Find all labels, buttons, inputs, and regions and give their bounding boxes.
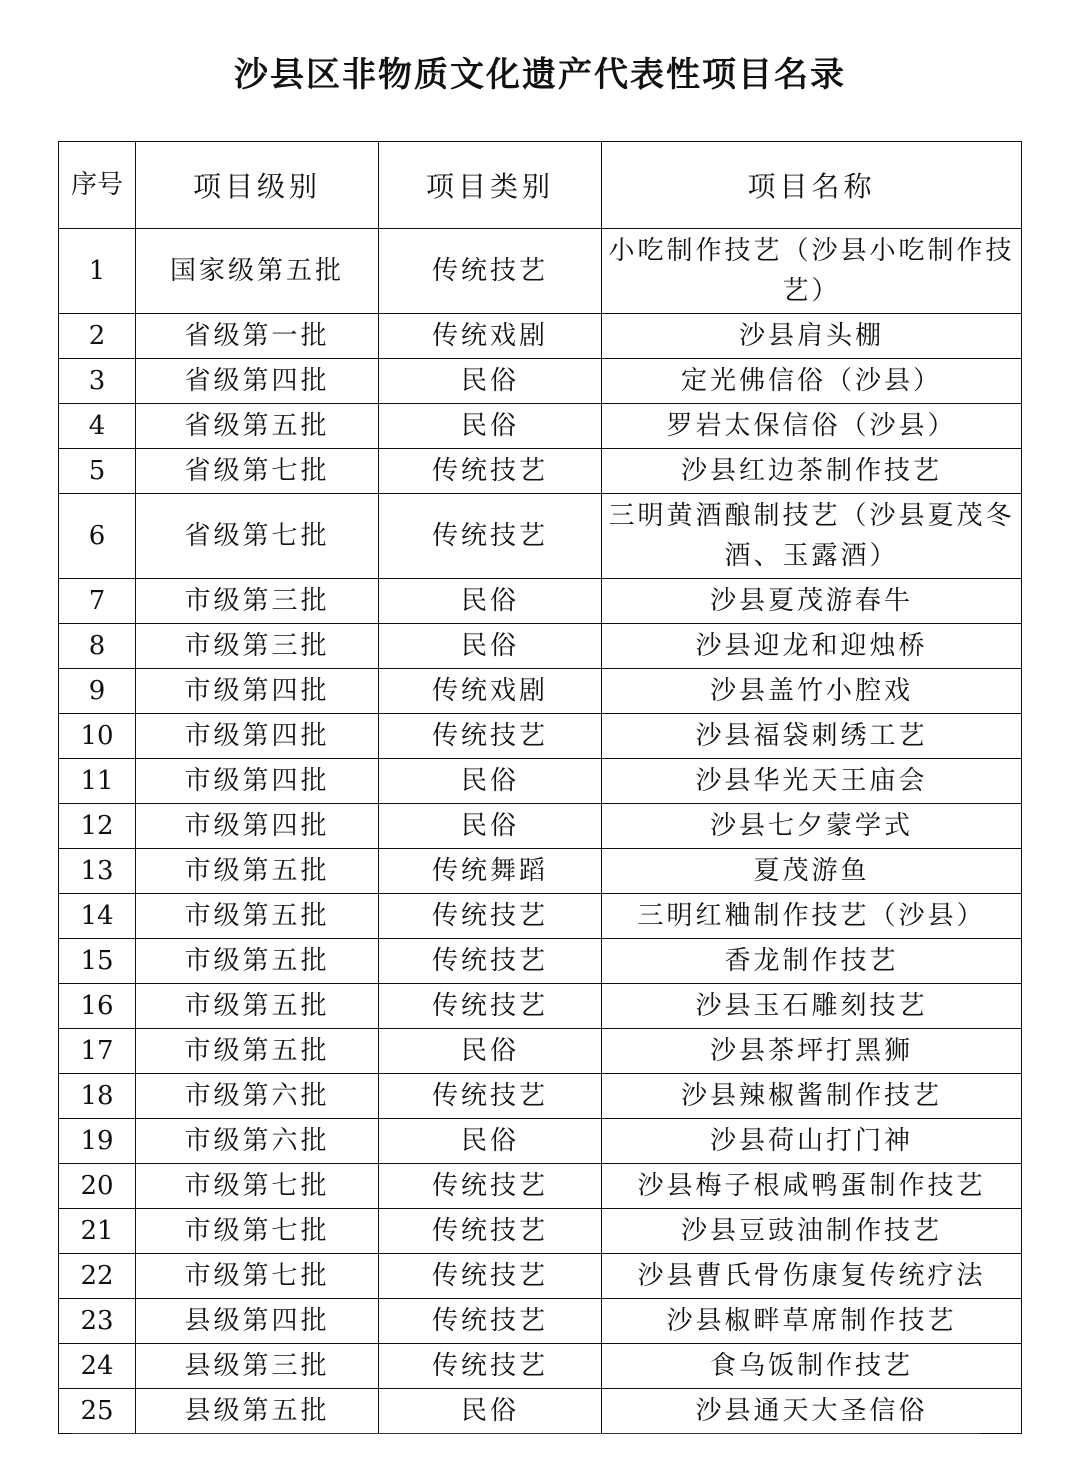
- cell-seq: 16: [59, 984, 136, 1029]
- cell-level: 市级第四批: [136, 759, 379, 804]
- cell-seq: 10: [59, 714, 136, 759]
- cell-level: 市级第五批: [136, 894, 379, 939]
- cell-level: 市级第三批: [136, 624, 379, 669]
- table-row: [59, 314, 1022, 359]
- table-row: [59, 669, 1022, 714]
- table-row: [59, 1119, 1022, 1164]
- heritage-registry-table: [58, 141, 1022, 1434]
- cell-level: 省级第一批: [136, 314, 379, 359]
- cell-category: 传统技艺: [379, 494, 602, 579]
- table-row: [59, 1164, 1022, 1209]
- cell-name: 沙县豆豉油制作技艺: [602, 1209, 1022, 1254]
- cell-seq: 5: [59, 449, 136, 494]
- cell-name: 沙县曹氏骨伤康复传统疗法: [602, 1254, 1022, 1299]
- cell-category: 传统技艺: [379, 1344, 602, 1389]
- cell-name: 香龙制作技艺: [602, 939, 1022, 984]
- cell-name: 沙县华光天王庙会: [602, 759, 1022, 804]
- cell-category: 传统戏剧: [379, 314, 602, 359]
- table-row: [59, 849, 1022, 894]
- cell-seq: 3: [59, 359, 136, 404]
- cell-seq: 24: [59, 1344, 136, 1389]
- cell-name: 沙县茶坪打黑狮: [602, 1029, 1022, 1074]
- cell-category: 传统技艺: [379, 1254, 602, 1299]
- cell-level: 市级第六批: [136, 1119, 379, 1164]
- cell-seq: 14: [59, 894, 136, 939]
- header-level: 项目级别: [136, 142, 379, 229]
- table-row: [59, 1344, 1022, 1389]
- cell-name: 三明黄酒酿制技艺（沙县夏茂冬酒、玉露酒）: [602, 494, 1022, 579]
- table-row: [59, 1029, 1022, 1074]
- table-header-row: [59, 142, 1022, 229]
- document-title: 沙县区非物质文化遗产代表性项目名录: [234, 55, 846, 95]
- cell-seq: 13: [59, 849, 136, 894]
- cell-category: 传统技艺: [379, 449, 602, 494]
- cell-level: 省级第四批: [136, 359, 379, 404]
- cell-name: 沙县红边茶制作技艺: [602, 449, 1022, 494]
- cell-seq: 20: [59, 1164, 136, 1209]
- cell-category: 传统技艺: [379, 939, 602, 984]
- cell-level: 县级第四批: [136, 1299, 379, 1344]
- header-seq: 序号: [59, 142, 136, 229]
- cell-name: 沙县梅子根咸鸭蛋制作技艺: [602, 1164, 1022, 1209]
- cell-level: 市级第三批: [136, 579, 379, 624]
- cell-category: 传统技艺: [379, 229, 602, 314]
- table-row: [59, 984, 1022, 1029]
- cell-seq: 25: [59, 1389, 136, 1434]
- table-body: [59, 229, 1022, 1434]
- cell-category: 民俗: [379, 804, 602, 849]
- cell-category: 传统技艺: [379, 1074, 602, 1119]
- bottom-rule: [72, 1433, 980, 1434]
- cell-seq: 9: [59, 669, 136, 714]
- cell-category: 民俗: [379, 404, 602, 449]
- cell-seq: 1: [59, 229, 136, 314]
- cell-seq: 21: [59, 1209, 136, 1254]
- cell-name: 沙县迎龙和迎烛桥: [602, 624, 1022, 669]
- table-row: [59, 359, 1022, 404]
- cell-name: 沙县椒畔草席制作技艺: [602, 1299, 1022, 1344]
- table-row: [59, 579, 1022, 624]
- cell-name: 食乌饭制作技艺: [602, 1344, 1022, 1389]
- cell-level: 市级第四批: [136, 714, 379, 759]
- header-category: 项目类别: [379, 142, 602, 229]
- table-row: [59, 1209, 1022, 1254]
- cell-seq: 2: [59, 314, 136, 359]
- table-row: [59, 894, 1022, 939]
- table-row: [59, 1074, 1022, 1119]
- cell-seq: 6: [59, 494, 136, 579]
- cell-seq: 19: [59, 1119, 136, 1164]
- table-row: [59, 449, 1022, 494]
- cell-name: 沙县辣椒酱制作技艺: [602, 1074, 1022, 1119]
- cell-category: 传统技艺: [379, 894, 602, 939]
- cell-level: 省级第七批: [136, 449, 379, 494]
- table-row: [59, 624, 1022, 669]
- table-row: [59, 714, 1022, 759]
- cell-category: 传统技艺: [379, 1299, 602, 1344]
- cell-seq: 17: [59, 1029, 136, 1074]
- table-row: [59, 939, 1022, 984]
- cell-seq: 18: [59, 1074, 136, 1119]
- cell-seq: 23: [59, 1299, 136, 1344]
- cell-level: 市级第四批: [136, 669, 379, 714]
- cell-seq: 12: [59, 804, 136, 849]
- cell-category: 传统舞蹈: [379, 849, 602, 894]
- cell-level: 市级第四批: [136, 804, 379, 849]
- cell-name: 罗岩太保信俗（沙县）: [602, 404, 1022, 449]
- table-row: [59, 494, 1022, 579]
- table-row: [59, 1389, 1022, 1434]
- cell-seq: 11: [59, 759, 136, 804]
- cell-category: 传统技艺: [379, 714, 602, 759]
- cell-name: 沙县肩头棚: [602, 314, 1022, 359]
- cell-category: 民俗: [379, 759, 602, 804]
- cell-category: 民俗: [379, 359, 602, 404]
- cell-category: 民俗: [379, 1389, 602, 1434]
- cell-category: 传统技艺: [379, 1164, 602, 1209]
- cell-name: 定光佛信俗（沙县）: [602, 359, 1022, 404]
- table-row: [59, 759, 1022, 804]
- cell-level: 市级第七批: [136, 1209, 379, 1254]
- cell-level: 市级第五批: [136, 849, 379, 894]
- cell-level: 省级第五批: [136, 404, 379, 449]
- table-row: [59, 1254, 1022, 1299]
- cell-category: 民俗: [379, 579, 602, 624]
- cell-category: 传统技艺: [379, 984, 602, 1029]
- cell-category: 传统技艺: [379, 1209, 602, 1254]
- cell-name: 沙县福袋刺绣工艺: [602, 714, 1022, 759]
- cell-name: 沙县玉石雕刻技艺: [602, 984, 1022, 1029]
- cell-level: 市级第五批: [136, 939, 379, 984]
- cell-seq: 8: [59, 624, 136, 669]
- table-row: [59, 229, 1022, 314]
- cell-seq: 22: [59, 1254, 136, 1299]
- cell-level: 市级第五批: [136, 1029, 379, 1074]
- table-row: [59, 1299, 1022, 1344]
- table-row: [59, 804, 1022, 849]
- cell-category: 民俗: [379, 1029, 602, 1074]
- cell-level: 市级第六批: [136, 1074, 379, 1119]
- table-row: [59, 404, 1022, 449]
- cell-name: 沙县七夕蒙学式: [602, 804, 1022, 849]
- cell-name: 沙县荷山打门神: [602, 1119, 1022, 1164]
- cell-level: 市级第七批: [136, 1164, 379, 1209]
- cell-category: 民俗: [379, 624, 602, 669]
- cell-name: 小吃制作技艺（沙县小吃制作技艺）: [602, 229, 1022, 314]
- cell-level: 市级第七批: [136, 1254, 379, 1299]
- cell-name: 三明红粬制作技艺（沙县）: [602, 894, 1022, 939]
- cell-level: 县级第五批: [136, 1389, 379, 1434]
- cell-level: 国家级第五批: [136, 229, 379, 314]
- cell-seq: 7: [59, 579, 136, 624]
- header-name: 项目名称: [602, 142, 1022, 229]
- cell-name: 沙县通天大圣信俗: [602, 1389, 1022, 1434]
- cell-seq: 15: [59, 939, 136, 984]
- cell-level: 县级第三批: [136, 1344, 379, 1389]
- cell-category: 民俗: [379, 1119, 602, 1164]
- cell-name: 沙县夏茂游春牛: [602, 579, 1022, 624]
- cell-level: 市级第五批: [136, 984, 379, 1029]
- cell-category: 传统戏剧: [379, 669, 602, 714]
- cell-seq: 4: [59, 404, 136, 449]
- cell-level: 省级第七批: [136, 494, 379, 579]
- cell-name: 夏茂游鱼: [602, 849, 1022, 894]
- cell-name: 沙县盖竹小腔戏: [602, 669, 1022, 714]
